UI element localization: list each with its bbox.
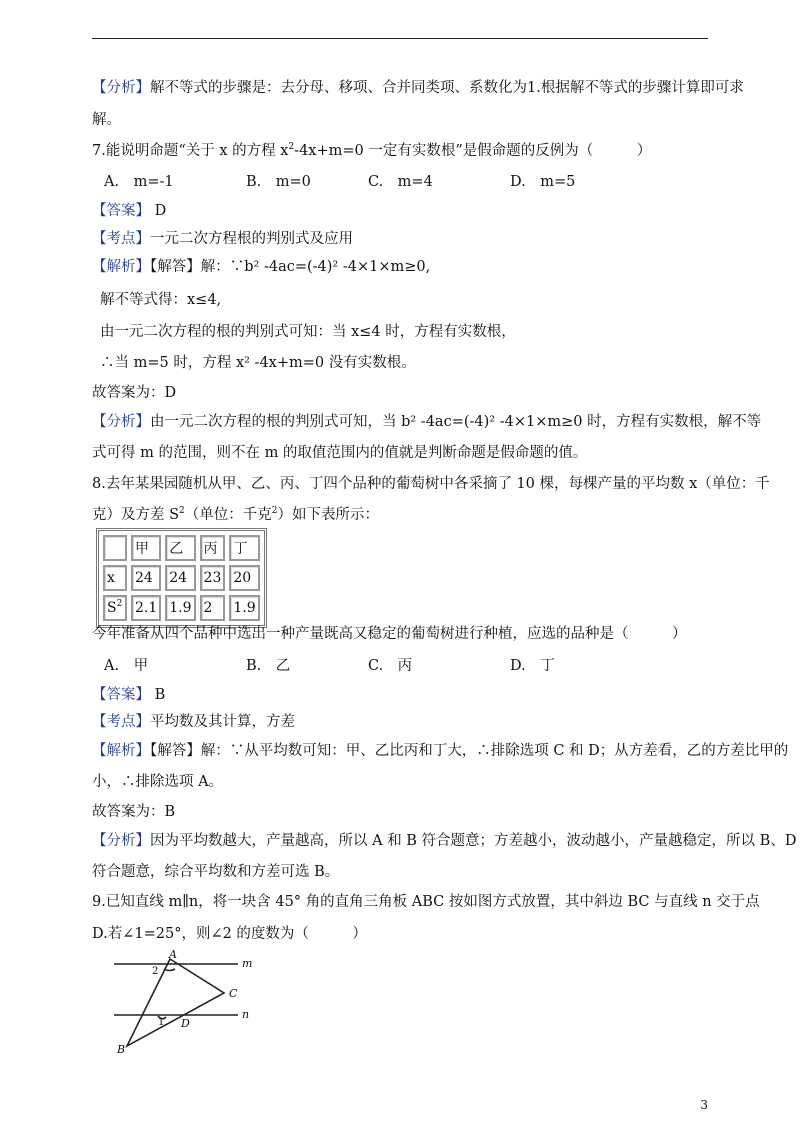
- table-cell: 2.1: [131, 595, 161, 621]
- table-cell: 甲: [131, 535, 161, 561]
- label-d: D: [181, 1017, 190, 1030]
- table-cell: 1.9: [229, 595, 259, 621]
- q7-option-c: C. m=4: [368, 174, 433, 190]
- solution-tag: 【解析】: [92, 743, 150, 759]
- answer-tag: 【答案】: [92, 687, 150, 703]
- text: 解不等式的步骤是：去分母、移项、合并同类项、系数化为1.根据解不等式的步骤计算即可求: [150, 80, 744, 96]
- q8-topic: [92, 712, 712, 732]
- q8-solution-2: 小，∴排除选项 A。: [92, 774, 224, 790]
- label-angle-2: 2: [152, 966, 159, 977]
- q8-option-b: B. 乙: [246, 658, 291, 674]
- q7-option-b: B. m=0: [246, 174, 311, 190]
- table-row: [103, 565, 260, 591]
- q7-option-a: A. m=-1: [104, 174, 174, 190]
- triangle-abc: [127, 959, 224, 1046]
- answer-value: B: [150, 687, 166, 703]
- triangle-figure: [112, 950, 262, 1055]
- q8-stem-2: [92, 505, 712, 525]
- topic-text: 一元二次方程根的判别式及应用: [150, 231, 353, 247]
- q7-analysis-2: 式可得 m 的范围，则不在 m 的取值范围内的值就是判断命题是假命题的值。: [92, 445, 588, 461]
- q7-stem: [92, 141, 712, 161]
- label-m: m: [242, 957, 253, 970]
- q8-option-c: C. 丙: [368, 658, 413, 674]
- table-cell: 24: [131, 565, 161, 591]
- topic-text: 平均数及其计算，方差: [150, 714, 295, 730]
- table-cell: 24: [165, 565, 195, 591]
- q7-option-d: D. m=5: [510, 174, 576, 190]
- q8-option-d: D. 丁: [510, 658, 555, 674]
- table-cell: [103, 595, 127, 621]
- q7-solution-3: 由一元二次方程的根的判别式可知：当 x≤4 时，方程有实数根，: [100, 324, 516, 340]
- q7-analysis: [92, 412, 762, 432]
- solution-tag-2: 【解答】: [150, 259, 201, 275]
- topic-tag: 【考点】: [92, 231, 150, 247]
- header-rule: [92, 38, 708, 39]
- text: 由一元二次方程的根的判别式可知，当 b² -4ac=(-4)² -4×1×m≥0 时，方程有实数根，解不等: [150, 414, 762, 430]
- q6-analysis-cont: 解。: [92, 112, 121, 128]
- label-angle-1: 1: [158, 1017, 165, 1028]
- q8-solution: [92, 741, 789, 761]
- table-cell: 2: [200, 595, 226, 621]
- table-cell: 丙: [200, 535, 226, 561]
- superscript: 2: [179, 506, 185, 516]
- text: ）如下表所示：: [277, 507, 380, 523]
- text: 解：∵b² -4ac=(-4)² -4×1×m≥0,: [200, 259, 431, 275]
- data-table: [96, 528, 267, 628]
- table-cell: 丁: [229, 535, 259, 561]
- q9-stem-2: D.若∠1=25°，则∠2 的度数为（ ）: [92, 926, 367, 942]
- table-cell: 20: [229, 565, 259, 591]
- q8-analysis: [92, 831, 797, 851]
- figure-lines: [114, 959, 238, 1046]
- q7-final: 故答案为：D: [92, 385, 177, 401]
- text: 【解答】解：∵从平均数可知：甲、乙比丙和丁大，∴排除选项 C 和 D；从方差看，乙的方差比甲的: [150, 743, 789, 759]
- label-a: A: [169, 950, 177, 961]
- table-cell: [103, 535, 127, 561]
- q9-stem: 9.已知直线 m∥n，将一块含 45° 角的直角三角板 ABC 按如图方式放置，其中斜边 BC 与直线 n 交于点: [92, 894, 760, 910]
- text: 7.能说明命题“关于 x 的方程 x: [92, 143, 289, 159]
- q7-answer: [92, 201, 712, 221]
- analysis-tag: 【分析】: [92, 80, 150, 96]
- q7-solution-2: 解不等式得：x≤4,: [100, 292, 222, 308]
- solution-tag: 【解析】: [92, 259, 150, 275]
- q8-option-a: A. 甲: [104, 658, 149, 674]
- label-n: n: [242, 1008, 250, 1021]
- q8-answer: [92, 685, 712, 705]
- answer-tag: 【答案】: [92, 203, 150, 219]
- superscript: 2: [271, 506, 278, 516]
- q8-question: 今年准备从四个品种中选出一种产量既高又稳定的葡萄树进行种植，应选的品种是（ ）: [92, 626, 687, 642]
- q8-analysis-2: 符合题意，综合平均数和方差可选 B。: [92, 864, 340, 880]
- table-cell: x: [103, 565, 127, 591]
- q8-final: 故答案为：B: [92, 804, 176, 820]
- q6-analysis: [92, 78, 744, 98]
- label-c: C: [229, 987, 238, 1000]
- label-b: B: [117, 1043, 126, 1055]
- answer-value: D: [150, 203, 167, 219]
- text: （单位：千克: [184, 507, 272, 523]
- table-row: [103, 535, 260, 561]
- analysis-tag: 【分析】: [92, 414, 150, 430]
- q7-solution: [92, 257, 712, 277]
- topic-tag: 【考点】: [92, 714, 150, 730]
- table-cell: 1.9: [165, 595, 195, 621]
- q7-solution-4: ∴当 m=5 时，方程 x² -4x+m=0 没有实数根。: [100, 355, 416, 371]
- q8-stem: 8.去年某果园随机从甲、乙、丙、丁四个品种的葡萄树中各采摘了 10 棵，每棵产量的平均数 x（单位：千: [92, 476, 770, 492]
- table-cell: 乙: [165, 535, 195, 561]
- superscript: 2: [116, 599, 123, 609]
- superscript: 2: [288, 142, 295, 152]
- text: S: [107, 600, 117, 616]
- text: 克）及方差 S: [92, 507, 180, 523]
- table-cell: 23: [200, 565, 226, 591]
- q7-topic: [92, 229, 712, 249]
- text: 因为平均数越大，产量越高，所以 A 和 B 符合题意；方差越小，波动越小，产量越稳定，所以 B、D: [150, 833, 797, 849]
- analysis-tag: 【分析】: [92, 833, 150, 849]
- text: -4x+m=0 一定有实数根”是假命题的反例为（ ）: [294, 143, 652, 159]
- page-number: 3: [700, 1098, 708, 1112]
- angle-2-arc: [164, 969, 175, 971]
- table-row: [103, 595, 260, 621]
